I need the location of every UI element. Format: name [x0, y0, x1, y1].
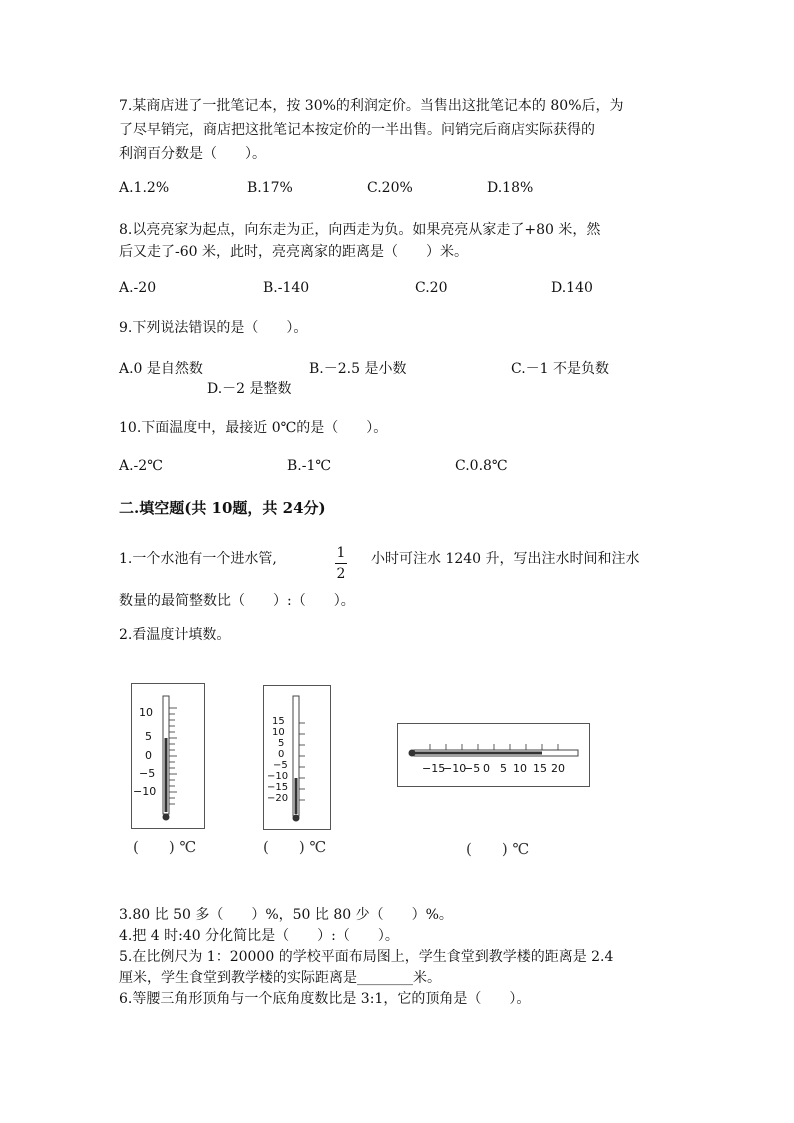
- thermometer-2: [264, 686, 330, 829]
- thermometer-3-label-15: 15: [533, 762, 547, 775]
- q10-text: 10.下面温度中，最接近 0℃的是（ ）。: [119, 420, 388, 436]
- fraction-denominator: 2: [336, 566, 346, 582]
- f2-text: 2.看温度计填数。: [119, 627, 231, 643]
- thermometer-3-label-0: 0: [483, 762, 490, 775]
- q10-option-b[interactable]: B.-1℃: [287, 458, 332, 474]
- q7-option-c[interactable]: C.20%: [367, 180, 413, 196]
- thermometer-2-label-neg10: −10: [267, 771, 289, 782]
- q9-option-b[interactable]: B.－2.5 是小数: [309, 361, 407, 377]
- thermometer-3-label-neg15: −15: [422, 762, 446, 775]
- section-title: 二.填空题(共 10题，共 24分): [119, 499, 326, 517]
- thermometer-3-label-neg10: −10: [443, 762, 467, 775]
- thermometer-3-label-20: 20: [551, 762, 565, 775]
- thermometer-1-label-0: 0: [145, 749, 152, 762]
- q8-option-c[interactable]: C.20: [415, 280, 448, 296]
- q7-line1: 7.某商店进了一批笔记本，按 30%的利润定价。当售出这批笔记本的 80%后，为: [119, 98, 624, 114]
- f1-text-pre: 1.一个水池有一个进水管,: [119, 551, 277, 567]
- thermometer-3-frame: [397, 723, 590, 787]
- thermometer-2-frame: [263, 685, 331, 830]
- thermometer-2-label-10: 10: [272, 727, 285, 738]
- q7-option-d[interactable]: D.18%: [487, 180, 534, 196]
- q8-option-d[interactable]: D.140: [551, 280, 593, 296]
- thermometer-3-answer[interactable]: ( ) ℃: [466, 840, 530, 858]
- thermometer-1-label-neg5: −5: [139, 767, 156, 780]
- thermometer-1-answer[interactable]: ( ) ℃: [133, 838, 197, 856]
- thermometer-2-label-neg5: −5: [273, 760, 288, 771]
- thermometer-2-label-neg15: −15: [267, 782, 289, 793]
- thermometer-3: [398, 724, 589, 786]
- thermometer-1-label-neg10: −10: [133, 785, 157, 798]
- q10-option-c[interactable]: C.0.8℃: [455, 458, 508, 474]
- q7-option-b[interactable]: B.17%: [247, 180, 293, 196]
- q10-option-a[interactable]: A.-2℃: [119, 458, 163, 474]
- thermometer-2-label-15: 15: [272, 716, 285, 727]
- f3-text: 3.80 比 50 多（ ）%，50 比 80 少（ ）%。: [119, 907, 453, 923]
- f5-line1: 5.在比例尺为 1：20000 的学校平面布局图上，学生食堂到教学楼的距离是 2.4: [119, 949, 614, 965]
- f1-text-post: 小时可注水 1240 升，写出注水时间和注水: [371, 551, 640, 567]
- thermometer-2-label-0: 0: [278, 749, 285, 760]
- q7-line3: 利润百分数是（ ）。: [119, 146, 266, 162]
- q9-option-d[interactable]: D.－2 是整数: [207, 381, 292, 397]
- thermometer-1-label-10: 10: [139, 706, 153, 719]
- q9-option-a[interactable]: A.0 是自然数: [119, 361, 203, 377]
- fraction-one-half: [334, 544, 348, 583]
- q9-option-c[interactable]: C.－1 不是负数: [511, 361, 610, 377]
- thermometer-1-frame: [131, 683, 205, 829]
- thermometer-1-label-5: 5: [145, 730, 152, 743]
- q7-option-a[interactable]: A.1.2%: [119, 180, 170, 196]
- f1-line2: 数量的最简整数比（ ）:（ ）。: [119, 593, 355, 609]
- thermometer-3-label-neg5: −5: [464, 762, 481, 775]
- thermometer-3-label-10: 10: [513, 762, 527, 775]
- thermometer-2-label-neg20: −20: [267, 793, 289, 804]
- q8-option-a[interactable]: A.-20: [119, 280, 157, 296]
- q8-line1: 8.以亮亮家为起点，向东走为正，向西走为负。如果亮亮从家走了+80 米，然: [119, 222, 601, 238]
- q8-option-b[interactable]: B.-140: [263, 280, 310, 296]
- thermometer-2-answer[interactable]: ( ) ℃: [263, 838, 327, 856]
- thermometer-3-label-5: 5: [500, 762, 507, 775]
- f6-text: 6.等腰三角形顶角与一个底角度数比是 3:1，它的顶角是（ ）。: [119, 991, 531, 1007]
- q9-text: 9.下列说法错误的是（ ）。: [119, 320, 308, 336]
- q8-line2: 后又走了-60 米，此时，亮亮离家的距离是（ ）米。: [119, 244, 468, 260]
- f5-line2: 厘米，学生食堂到教学楼的实际距离是________米。: [119, 970, 441, 986]
- q7-line2: 了尽早销完，商店把这批笔记本按定价的一半出售。问销完后商店实际获得的: [119, 122, 595, 138]
- thermometer-2-label-5: 5: [278, 738, 285, 749]
- fraction-numerator: 1: [336, 545, 346, 561]
- f4-text: 4.把 4 时:40 分化简比是（ ）:（ ）。: [119, 928, 399, 944]
